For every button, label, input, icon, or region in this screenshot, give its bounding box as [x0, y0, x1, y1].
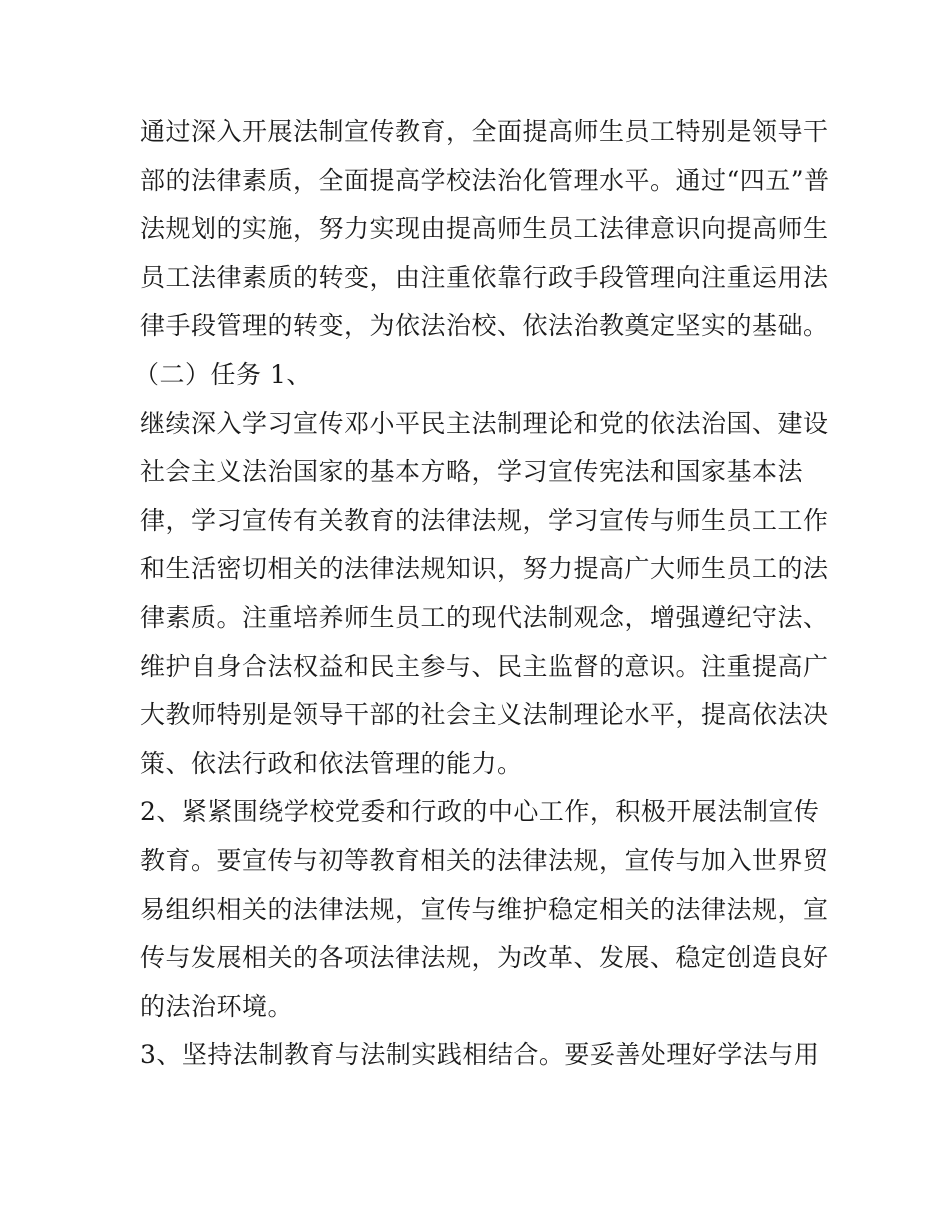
paragraph-line: 易组织相关的法律法规，宣传与维护稳定相关的法律法规，宣	[140, 894, 829, 924]
paragraph-line: 的法治环境。	[140, 991, 294, 1021]
paragraph-line: 部的法律素质，全面提高学校法治化管理水平。通过“四五”普	[140, 165, 830, 195]
paragraph-line: 维护自身合法权益和民主参与、民主监督的意识。注重提高广	[140, 651, 829, 681]
paragraph-line: 策、依法行政和依法管理的能力。	[140, 748, 523, 778]
paragraph-line: 员工法律素质的转变，由注重依靠行政手段管理向注重运用法	[140, 262, 829, 292]
paragraph-line: 法规划的实施，努力实现由提高师生员工法律意识向提高师生	[140, 214, 829, 244]
paragraph-line: 继续深入学习宣传邓小平民主法制理论和党的依法治国、建设	[140, 408, 829, 438]
paragraph-line: 大教师特别是领导干部的社会主义法制理论水平，提高依法决	[140, 700, 829, 730]
paragraph-line: 通过深入开展法制宣传教育，全面提高师生员工特别是领导干	[140, 117, 829, 146]
paragraph-line: 律手段管理的转变，为依法治校、依法治教奠定坚实的基础。	[140, 311, 829, 341]
paragraph-line: 律，学习宣传有关教育的法律法规，学习宣传与师生员工工作	[140, 505, 829, 535]
paragraph-line: 3、坚持法制教育与法制实践相结合。要妥善处理好学法与用	[140, 1040, 820, 1070]
paragraph-line: 传与发展相关的各项法律法规，为改革、发展、稳定创造良好	[140, 943, 829, 973]
paragraph-line: 2、紧紧围绕学校党委和行政的中心工作，积极开展法制宣传	[140, 797, 820, 827]
document-body	[134, 108, 830, 1080]
paragraph-line: 和生活密切相关的法律法规知识，努力提高广大师生员工的法	[140, 554, 829, 584]
section-heading: （二）任务 1、	[134, 359, 312, 389]
paragraph-line: 律素质。注重培养师生员工的现代法制观念，增强遵纪守法、	[140, 602, 829, 632]
paragraph-line: 社会主义法治国家的基本方略，学习宣传宪法和国家基本法	[140, 457, 804, 487]
paragraph-line: 教育。要宣传与初等教育相关的法律法规，宣传与加入世界贸	[140, 845, 829, 875]
